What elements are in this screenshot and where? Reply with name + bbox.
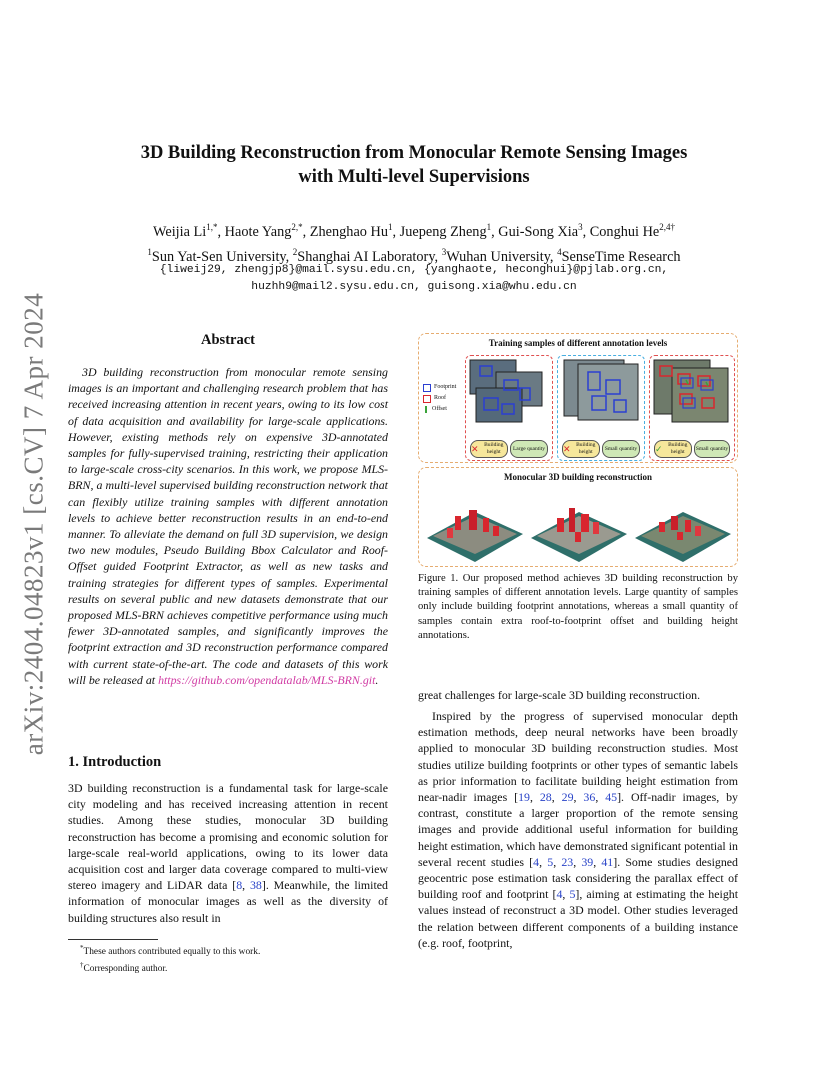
- tag-quantity: Small quantity: [602, 440, 640, 458]
- citation-link[interactable]: 5: [547, 854, 554, 869]
- reconstruction-scene-3: [633, 486, 733, 562]
- sample-group-2: [557, 355, 645, 461]
- footnote-divider: [68, 939, 158, 940]
- figure-caption: Figure 1. Our proposed method achieves 3D building reconstruction by training samples of different annotation levels. Large quantity of samples only include building footprint annotations, whereas a small quantity of samples contain extra roof-to-footprint offset and building height annotations.: [418, 573, 738, 641]
- legend-footprint: Footprint: [423, 382, 456, 393]
- figure-legend: [423, 382, 456, 415]
- sample-images-2: [558, 358, 644, 428]
- citation-link[interactable]: 8: [236, 878, 243, 893]
- citation-link[interactable]: 4: [533, 854, 540, 869]
- panel-title: Monocular 3D building reconstruction: [504, 472, 652, 482]
- roof-swatch: [423, 395, 431, 403]
- tag-quantity: Large quantity: [510, 440, 548, 458]
- citation-link[interactable]: 38: [249, 878, 262, 893]
- panel-title: Training samples of different annotation levels: [488, 338, 668, 348]
- author-names: Weijia $Li^{1,*}$, Haote Yang$^{2,*}$, Zhenghao Hu$^1$, Juepeng Zheng$^1$, Gui-Song Xia$^3$, Conghui $He^{2,4\dagger}$: [153, 222, 675, 240]
- footnotes: *These authors contributed equally to this work. †Corresponding author.: [80, 944, 261, 975]
- abstract-text: 3D building reconstruction from monocular remote sensing images is an important and challenging research problem that has received increasing attention in recent years, owing to its low cost of data acquisition and availability for large-scale applications. However, existing methods rely on expensive 3D-annotated samples for fully-supervised training, restricting their application to large-scale cross-city scenarios. In this work, we propose MLS-BRN, a multi-level supervised building reconstruction network that can flexibly utilize training samples with different annotation levels to achieve better reconstruction results in an end-to-end manner. To alleviate the demand on full 3D supervision, we design two new modules, Pseudo Building Bbox Calculator and Roof-Offset guided Footprint Extractor, as well as new tasks and training strategies for different types of samples. Experimental results on several public and new datasets demonstrate that our proposed MLS-BRN achieves competitive performance using much fewer 3D-annotated samples, and significantly improves the footprint extraction and 3D reconstruction performance compared with current state-of-the-art. The code and datasets of this work will be released at https://github.com/opendatalab/MLS-BRN.git.: [68, 365, 388, 687]
- right-column-line: great challenges for large-scale 3D building reconstruction.: [418, 688, 701, 702]
- citation-link[interactable]: 45: [605, 790, 618, 805]
- citation-link[interactable]: 29: [561, 790, 574, 805]
- intro-heading: 1. Introduction: [68, 754, 162, 770]
- arxiv-identifier: arXiv:2404.04823v1 [cs.CV] 7 Apr 2024: [18, 292, 49, 756]
- code-link[interactable]: https://github.com/opendatalab/MLS-BRN.git: [158, 672, 376, 687]
- abstract-heading: Abstract: [201, 332, 255, 348]
- reconstruction-scene-1: [425, 486, 525, 562]
- citation-link[interactable]: 36: [583, 790, 596, 805]
- legend-offset: Offset: [423, 404, 456, 415]
- citation-link[interactable]: 39: [581, 854, 594, 869]
- citation-link[interactable]: 4: [556, 887, 563, 902]
- affiliations: $^1$Sun Yat-Sen University, $^2$Shanghai AI Laboratory, $^3$Wuhan University, $^4$SenseTime Research: [147, 246, 681, 265]
- tag-building-height: ✓ Building height: [654, 440, 692, 458]
- sample-images-1: [466, 358, 552, 428]
- citation-link[interactable]: 19: [518, 790, 530, 805]
- reconstruction-scene-2: [529, 486, 629, 562]
- sample-images-3: [650, 358, 734, 428]
- tag-building-height: ✕ Building height: [562, 440, 600, 458]
- sample-group-3: [649, 355, 735, 461]
- citation-link[interactable]: 23: [561, 854, 574, 869]
- author-block: [80, 217, 748, 267]
- tag-quantity: Small quantity: [694, 440, 730, 458]
- citation-link[interactable]: 41: [601, 854, 614, 869]
- author-emails: {liweij29, zhengjp8}@mail.sysu.edu.cn, {yanghaote, heconghui}@pjlab.org.cn, huzhh9@mail2.sysu.edu.cn, guisong.xia@whu.edu.cn: [159, 264, 669, 293]
- sample-group-1: [465, 355, 553, 461]
- training-samples-panel: [418, 333, 738, 463]
- tag-building-height: ✕ Building height: [470, 440, 508, 458]
- intro-text: 3D building reconstruction is a fundamental task for large-scale city modeling and has received increasing attention in recent studies. Among these studies, monocular 3D building reconstruction has become a promising and economic solution for large-scale real-world applications, owing to its lower data acquisition cost and larger data coverage compared to multi-view stereo imagery and LiDAR data [8, 38]. Meanwhile, the limited information of monocular images as well as the diversity of building structures also result in: [68, 781, 389, 925]
- offset-swatch: [425, 406, 427, 413]
- right-column-paragraph: Inspired by the progress of supervised monocular depth estimation methods, deep neural networks have been broadly applied to monocular 3D building reconstruction studies. Most studies utilize building footprints or other types of semantic labels as prior information to facilitate building height estimation from near-nadir images [19, 28, 29, 36, 45]. Off-nadir images, by contrast, constitute a larger proportion of the remote sensing images and provide additional useful information for building height estimation, which have demonstrated significant potential in several recent studies [4, 5, 23, 39, 41]. Some studies designed geocentric pose estimation task considering the parallax effect of building roof and footprint [4, 5], aiming at estimating the height values instead of reconstruct a 3D model. Other studies leveraged the relation between different components of a building instance (e.g. roof, footprint,: [418, 709, 739, 950]
- citation-link[interactable]: 28: [539, 790, 552, 805]
- citation-link[interactable]: 5: [569, 887, 576, 902]
- footprint-swatch: [423, 384, 431, 392]
- reconstruction-panel: [418, 467, 738, 567]
- figure-1: [418, 333, 738, 567]
- legend-roof: Roof: [423, 393, 456, 404]
- paper-title: 3D Building Reconstruction from Monocular Remote Sensing Images with Multi-level Supervisions: [140, 143, 688, 187]
